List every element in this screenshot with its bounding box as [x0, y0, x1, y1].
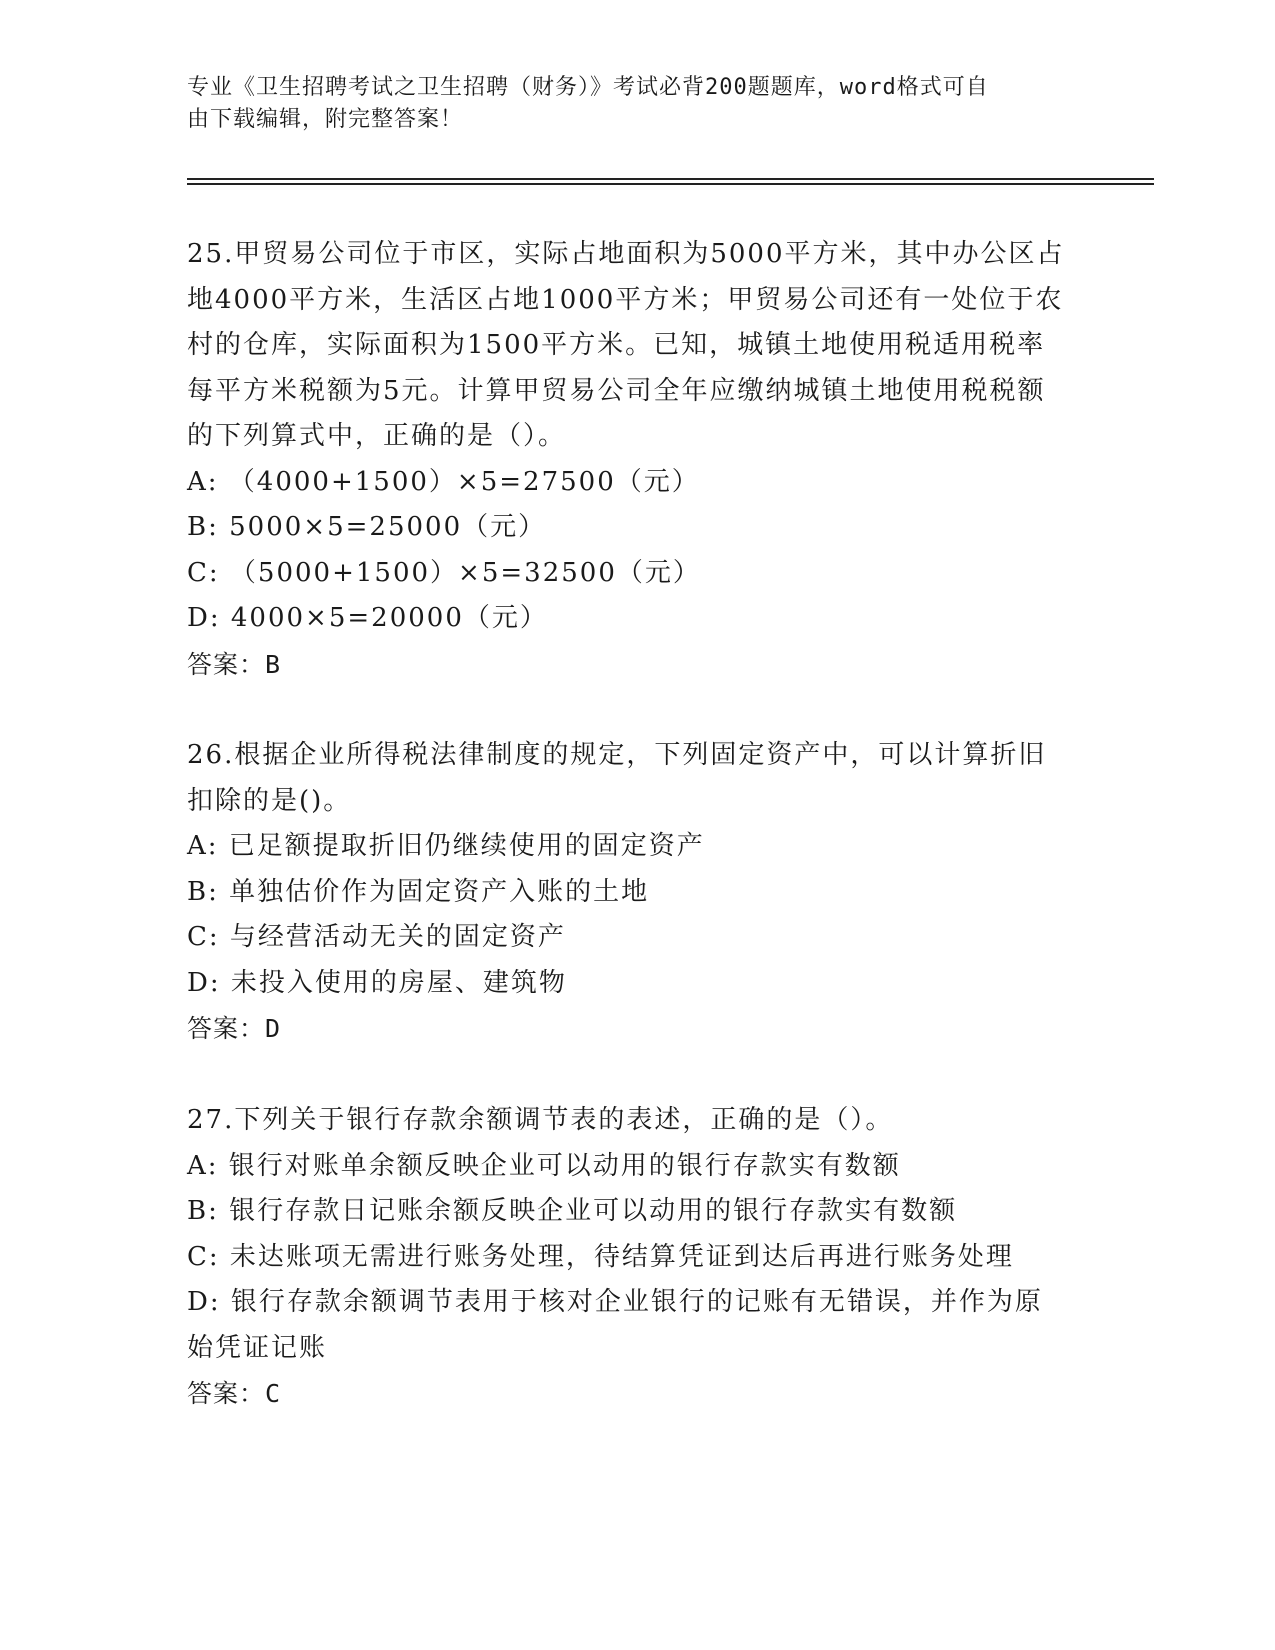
question-27: [187, 1098, 1067, 1417]
header-line-2: 由下载编辑，附完整答案！: [187, 107, 464, 132]
option-d: D: 银行存款余额调节表用于核对企业银行的记账有无错误，并作为原始凭证记账: [187, 1287, 1043, 1363]
option-d: D: 4000×5=20000（元）: [187, 603, 548, 633]
option-b: B: 5000×5=25000（元）: [187, 512, 547, 542]
header-line-1: 专业《卫生招聘考试之卫生招聘（财务）》考试必背200题题库，word格式可自: [187, 75, 989, 100]
option-list: [187, 824, 1067, 1006]
option-a: A: 已足额提取折旧仍继续使用的固定资产: [187, 831, 705, 861]
option-b: B: 银行存款日记账余额反映企业可以动用的银行存款实有数额: [187, 1196, 958, 1226]
answer-line: 答案：D: [187, 1014, 282, 1043]
option-c: C: 未达账项无需进行账务处理，待结算凭证到达后再进行账务处理: [187, 1241, 1014, 1272]
option-a: A: 银行对账单余额反映企业可以动用的银行存款实有数额: [187, 1150, 901, 1181]
answer-line: 答案：B: [187, 649, 282, 679]
question-26: [187, 733, 1067, 1052]
document-header: [187, 72, 1067, 136]
option-c: C: （5000+1500）×5=32500（元）: [187, 557, 701, 588]
option-a: A: （4000+1500）×5=27500（元）: [187, 466, 700, 497]
header-divider-top: [187, 178, 1154, 180]
question-stem: 25.甲贸易公司位于市区，实际占地面积为5000平方米，其中办公区占地4000平方米，生活区占地1000平方米；甲贸易公司还有一处位于农村的仓库，实际面积为1500平方米。已知，城镇土地使用税适用税率每平方米税额为5元。计算甲贸易公司全年应缴纳城镇土地使用税税额的下列算式中，正确的是（）。: [187, 239, 1065, 451]
option-list: [187, 460, 1067, 642]
question-25: [187, 232, 1067, 687]
option-b: B: 单独估价作为固定资产入账的土地: [187, 876, 650, 907]
header-divider-bottom: [187, 183, 1154, 185]
option-d: D: 未投入使用的房屋、建筑物: [187, 967, 567, 998]
option-c: C: 与经营活动无关的固定资产: [187, 922, 566, 952]
option-list: [187, 1144, 1067, 1372]
answer-line: 答案：C: [187, 1379, 282, 1408]
question-stem: 26.根据企业所得税法律制度的规定，下列固定资产中，可以计算折旧扣除的是()。: [187, 740, 1047, 816]
question-stem: 27.下列关于银行存款余额调节表的表述，正确的是（）。: [187, 1105, 894, 1135]
